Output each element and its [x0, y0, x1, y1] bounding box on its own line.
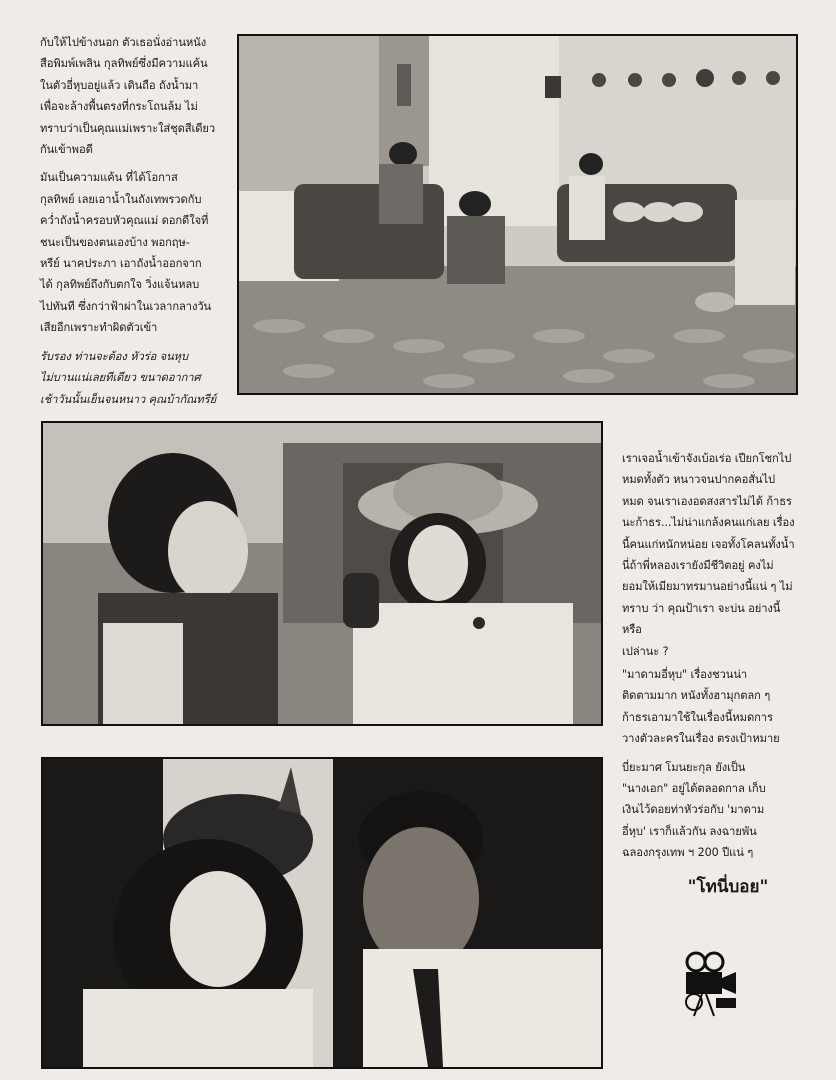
- right-paragraph-3: บี่ยะมาศ โมนยะกุล ยังเป็น "นางเอก" อยู่ได้ตลอดกาล เก็บ เงินไว้ดอยท่าหัวร่อกับ 'มาดาม อี่หุบ' เราก็แล้วกัน ลงฉายพัน ฉลองกรุงเทพ ฯ 200 ปีแน่ ๆ: [622, 760, 766, 860]
- photo-two-women: [41, 421, 603, 726]
- photo-living-room: [237, 34, 798, 395]
- photo-woman-and-man: [41, 757, 603, 1069]
- left-text-column: [40, 32, 220, 410]
- left-paragraph-2: มันเป็นความแค้น ที่ได้โอกาส กุลทิพย์ เลยเอาน้ำในถังเทพรวดกับ คว่ำถังน้ำครอบหัวคุณแม่ ดอกดีใจที่ ชนะเป็นของตนเองบ้าง พอกฤษ- หรีย์ นาคประภา เอาถังน้ำออกจาก ได้ กุลทิพย์ถึงกับตกใจ วิ่งแจ้นหลบ ไปทันที ซึ่งกว่าฟ้าผ่าในเวลากลางวัน เสียอีกเพราะทำผิดตัวเข้า: [40, 171, 212, 335]
- right-paragraph-1: เราเจอน้ำเข้าจังเบ้อเร่อ เปียกโชกไป หมดทั้งตัว หนาวจนปากคอสั่นไป หมด จนเราเองอดสงสารไม่ได้ ก้าธร นะก้าธร...ไม่น่าแกล้งคนแก่เลย เรื่อง นี้คนแก่หนักหน่อย เจอทั้งโคลนทั้งน้ำ นี่ถ้าพี่หลองเรายังมีชีวิตอยู่ คงไม่ ยอมให้เมียมาทรมานอย่างนี้แน่ ๆ ไม่ ทราบ ว่า คุณป้าเรา จะบ่น อย่างนี้หรือ เปล่านะ ?: [622, 452, 795, 658]
- left-paragraph-1: กับให้ไปข้างนอก ตัวเธอนั่งอ่านหนัง สือพิมพ์เพลิน กุลทิพย์ซึ่งมีความแค้น ในตัวอี่หุบอยู่แล้ว เดินถือ ถังน้ำมา เพื่อจะล้างพื้นตรงที่กระโถนล้ม ไม่ ทราบว่าเป็นคุณแม่เพราะใส่ชุดสีเดียว กันเข้าพอดี: [40, 36, 216, 157]
- right-text-column-1: [622, 448, 798, 662]
- right-text-column-2: [622, 664, 798, 864]
- author-signature: "โทนี่บอย": [687, 877, 769, 897]
- left-paragraph-3: รับรอง ท่านจะต้อง หัวร่อ จนหุบ ไม่บานแน่เลยทีเดียว ขนาดอากาศ เช้าวันนั้นเย็นจนหนาว คุณบ้ากัณทรีย์: [40, 349, 217, 406]
- movie-camera-icon: [680, 950, 742, 1018]
- right-paragraph-2: "มาดามอี่หุบ" เรื่องชวนน่า ติดตามมาก หนังทั้งฮามุกตลก ๆ ก้าธรเอามาใช้ในเรื่องนี้หมดการ วางตัวละครในเรื่อง ตรงเป้าหมาย: [622, 668, 780, 746]
